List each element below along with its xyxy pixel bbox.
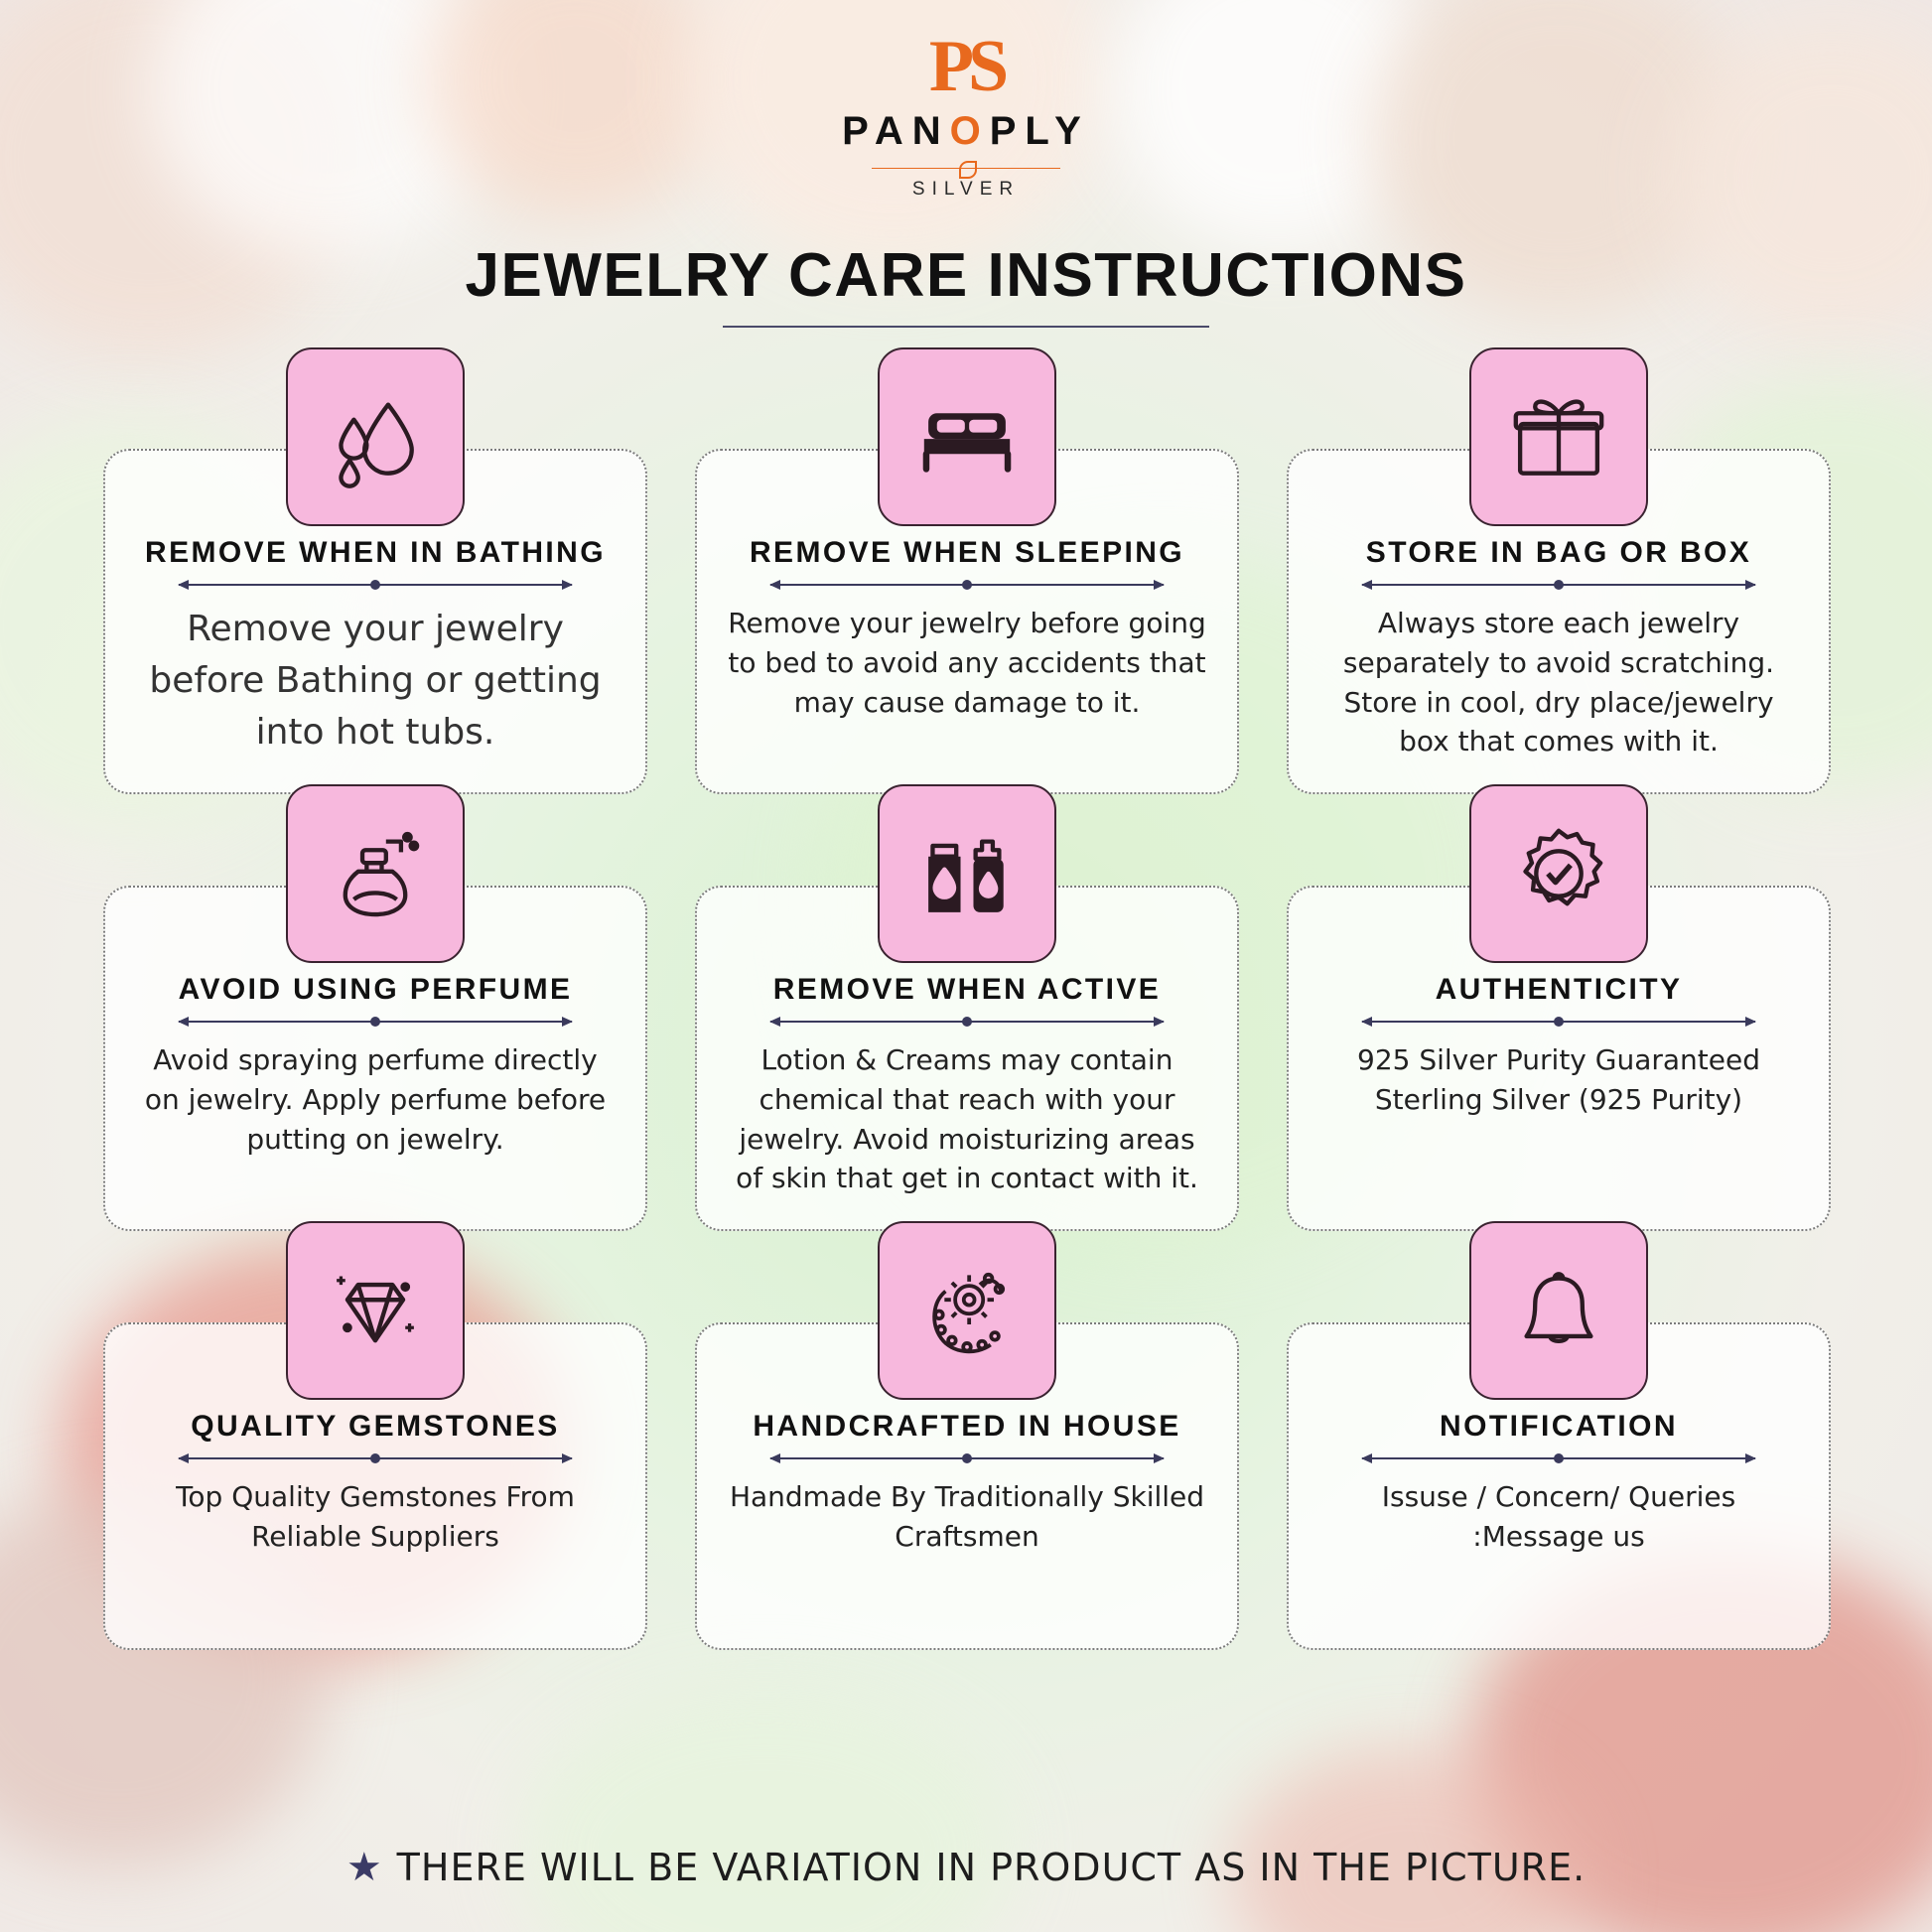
gift-box-icon: [1469, 347, 1648, 526]
bell-icon: [1469, 1221, 1648, 1400]
certified-badge-icon: [1469, 784, 1648, 963]
card-title: AUTHENTICITY: [1435, 973, 1683, 1006]
card-body: Top Quality Gemstones From Reliable Suppliers: [176, 1480, 575, 1553]
care-card: [695, 449, 1239, 794]
perfume-bottle-icon: [286, 784, 465, 963]
care-instruction-grid: [103, 449, 1831, 1702]
card-body: Issuse / Concern/ Queries :Message us: [1381, 1480, 1736, 1553]
card-body: Lotion & Creams may contain chemical that reach with your jewelry. Avoid moisturizing areas of skin that get in contact with it.: [736, 1043, 1198, 1195]
card-divider-icon: [770, 1453, 1165, 1463]
card-body: Remove your jewelry before going to bed to avoid any accidents that may cause damage to it.: [728, 607, 1206, 719]
care-card: [103, 449, 647, 794]
card-body: Handmade By Traditionally Skilled Craftsmen: [729, 1480, 1205, 1553]
card-divider-icon: [770, 1017, 1165, 1027]
card-divider-icon: [770, 580, 1165, 590]
diamond-icon: [286, 1221, 465, 1400]
card-body: 925 Silver Purity Guaranteed Sterling Silver (925 Purity): [1357, 1043, 1760, 1116]
card-divider-icon: [1362, 580, 1756, 590]
card-divider-icon: [179, 580, 573, 590]
card-title: REMOVE WHEN ACTIVE: [772, 973, 1162, 1006]
card-divider-icon: [1362, 1017, 1756, 1027]
brand-name: PANOPLY: [842, 109, 1090, 153]
footer-note: [0, 1845, 1932, 1890]
card-body: Always store each jewelry separately to avoid scratching. Store in cool, dry place/jewelry box that comes with it.: [1342, 607, 1775, 759]
necklace-icon: [878, 1221, 1056, 1400]
bed-icon: [878, 347, 1056, 526]
water-drops-icon: [286, 347, 465, 526]
footer-text: THERE WILL BE VARIATION IN PRODUCT AS IN THE PICTURE.: [396, 1846, 1587, 1889]
brand-monogram-icon: PS: [928, 26, 1004, 107]
card-divider-icon: [179, 1453, 573, 1463]
brand-subtitle: SILVER: [911, 179, 1021, 200]
card-title: REMOVE WHEN IN BATHING: [145, 536, 606, 569]
care-card: [103, 1322, 647, 1650]
page-title: JEWELRY CARE INSTRUCTIONS: [465, 241, 1467, 310]
care-card: [695, 1322, 1239, 1650]
card-divider-icon: [1362, 1453, 1756, 1463]
card-title: QUALITY GEMSTONES: [191, 1410, 560, 1443]
care-card: [103, 886, 647, 1231]
care-card: [1287, 886, 1831, 1231]
card-divider-icon: [179, 1017, 573, 1027]
card-body: Avoid spraying perfume directly on jewelry. Apply perfume before putting on jewelry.: [144, 1043, 607, 1156]
card-title: STORE IN BAG OR BOX: [1365, 536, 1752, 569]
card-body: Remove your jewelry before Bathing or getting into hot tubs.: [149, 609, 602, 754]
title-underline: [723, 326, 1209, 328]
care-card: [1287, 449, 1831, 794]
card-title: AVOID USING PERFUME: [178, 973, 573, 1006]
care-card: [695, 886, 1239, 1231]
brand-divider-icon: [872, 168, 1060, 169]
care-card: [1287, 1322, 1831, 1650]
card-title: HANDCRAFTED IN HOUSE: [753, 1410, 1181, 1443]
card-title: NOTIFICATION: [1440, 1410, 1678, 1443]
star-icon: ★: [345, 1845, 383, 1890]
lotion-cream-icon: [878, 784, 1056, 963]
card-title: REMOVE WHEN SLEEPING: [749, 536, 1185, 569]
brand-logo: [0, 26, 1932, 201]
